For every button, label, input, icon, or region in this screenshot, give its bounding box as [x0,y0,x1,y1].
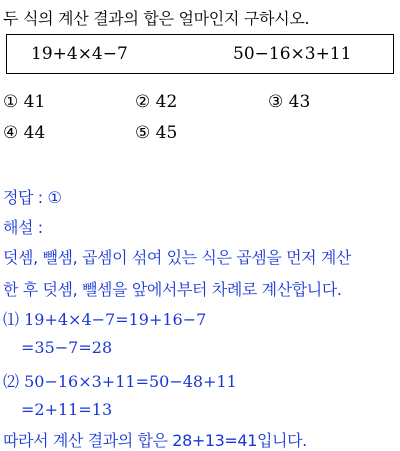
step-2-line-1: ⑵ 50−16×3+11=50−48+11 [3,372,237,391]
step-2-line-2: =2+11=13 [21,400,113,419]
choice-4[interactable] [3,123,45,143]
choice-2-value: 42 [155,92,178,112]
choice-2-mark: ② [135,92,151,112]
expression-box [6,34,394,74]
explanation-label: 해설 : [3,218,43,237]
expression-2: 50−16×3+11 [233,44,352,64]
choice-4-mark: ④ [3,123,19,143]
question-text: 두 식의 계산 결과의 합은 얼마인지 구하시오. [3,9,310,28]
choice-5-value: 45 [155,123,178,143]
choice-3[interactable] [268,92,310,112]
conclusion: 따라서 계산 결과의 합은 28+13=41입니다. [3,431,307,450]
choice-5-mark: ⑤ [135,123,151,143]
choice-3-mark: ③ [268,92,284,112]
explanation-intro-line-2: 한 후 덧셈, 뺄셈을 앞에서부터 차례로 계산합니다. [3,280,342,299]
step-1-line-1: ⑴ 19+4×4−7=19+16−7 [3,310,207,329]
choice-1-value: 41 [23,92,46,112]
choice-5[interactable] [135,123,177,143]
step-1-line-2: =35−7=28 [21,338,113,357]
explanation-intro-line-1: 덧셈, 뺄셈, 곱셈이 섞여 있는 식은 곱셈을 먼저 계산 [3,248,351,267]
expression-1: 19+4×4−7 [31,44,128,64]
choice-2[interactable] [135,92,177,112]
choice-1[interactable] [3,92,45,112]
answer-label: 정답 : ① [3,188,62,207]
choice-4-value: 44 [23,123,46,143]
choice-1-mark: ① [3,92,19,112]
choice-3-value: 43 [288,92,311,112]
